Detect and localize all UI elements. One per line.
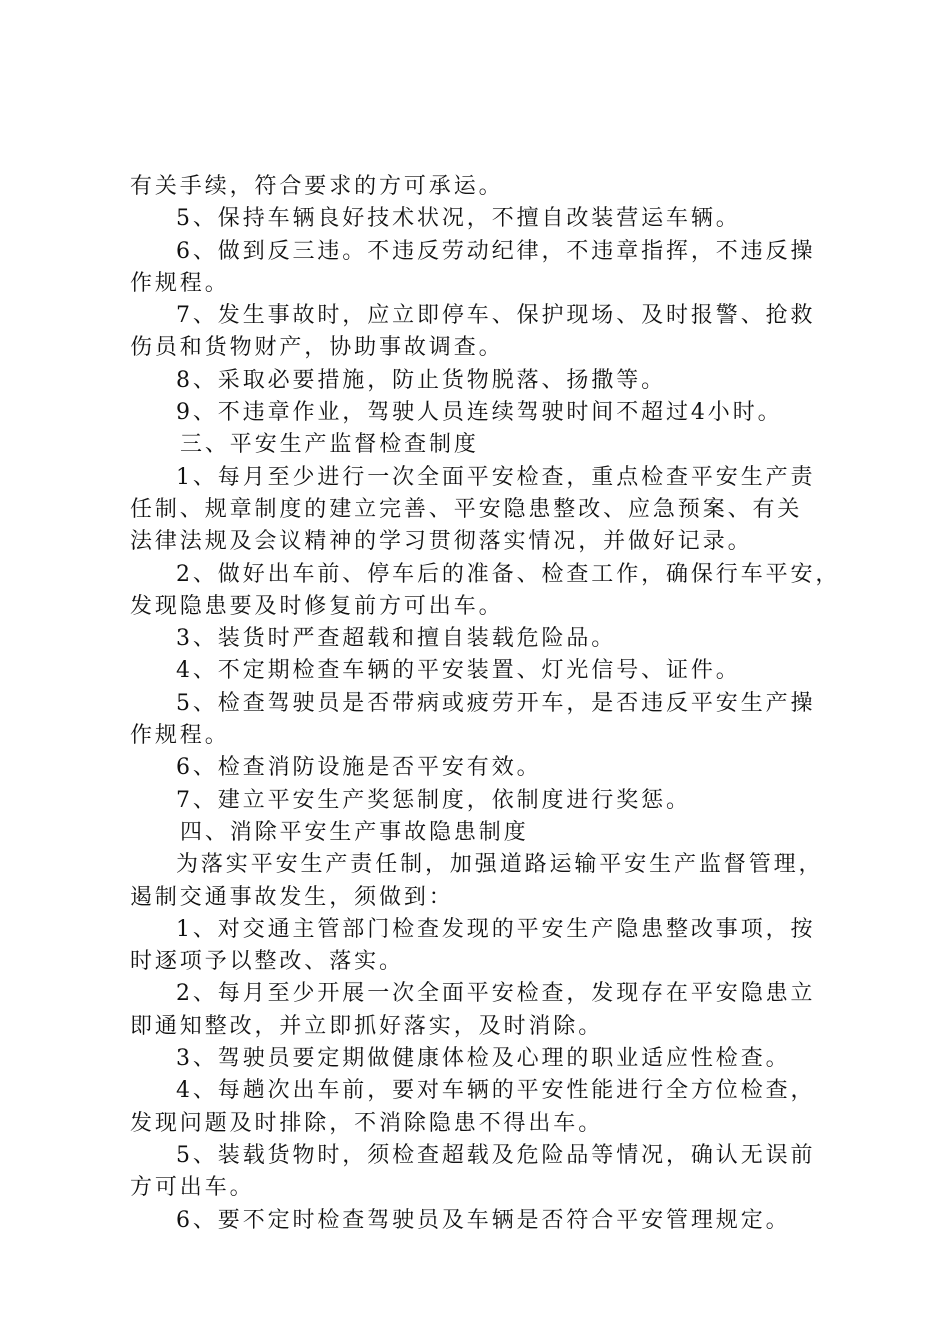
text-line: 作规程。 (130, 723, 230, 749)
text-line: 任制、规章制度的建立完善、平安隐患整改、应急预案、有关 (130, 496, 803, 522)
text-line: 8、采取必要措施，防止货物脱落、扬撒等。 (176, 367, 666, 393)
text-line: 有关手续，符合要求的方可承运。 (130, 174, 504, 199)
text-line: 作规程。 (130, 270, 230, 296)
section-heading: 三、平安生产监督检查制度 (180, 432, 479, 458)
text-line: 方可出车。 (130, 1175, 255, 1201)
text-line: 时逐项予以整改、落实。 (130, 949, 404, 975)
text-line: 5、保持车辆良好技术状况，不擅自改装营运车辆。 (176, 206, 741, 232)
text-line: 5、装载货物时，须检查超载及危险品等情况，确认无误前 (176, 1142, 816, 1168)
text-line: 发现问题及时排除，不消除隐患不得出车。 (130, 1110, 604, 1136)
section-heading: 四、消除平安生产事故隐患制度 (180, 819, 529, 845)
text-line: 4、每趟次出车前，要对车辆的平安性能进行全方位检查， (176, 1078, 816, 1104)
text-line: 2、每月至少开展一次全面平安检查，发现存在平安隐患立 (176, 981, 816, 1007)
text-line: 3、驾驶员要定期做健康体检及心理的职业适应性检查。 (176, 1046, 791, 1072)
text-line: 3、装货时严查超载和擅自装载危险品。 (176, 626, 617, 652)
text-line: 1、对交通主管部门检查发现的平安生产隐患整改事项，按 (176, 916, 816, 942)
text-line: 9、不违章作业，驾驶人员连续驾驶时间不超过4小时。 (176, 400, 783, 426)
document-body (130, 171, 841, 1237)
text-line: 即通知整改，并立即抓好落实，及时消除。 (130, 1013, 604, 1039)
text-line: 2、做好出车前、停车后的准备、检查工作，确保行车平安， (176, 561, 841, 587)
text-line: 5、检查驾驶员是否带病或疲劳开车，是否违反平安生产操 (176, 690, 816, 716)
text-line: 6、做到反三违。不违反劳动纪律，不违章指挥，不违反操 (176, 238, 816, 264)
text-line: 4、不定期检查车辆的平安装置、灯光信号、证件。 (176, 658, 741, 684)
text-line: 1、每月至少进行一次全面平安检查，重点检查平安生产责 (176, 464, 816, 490)
text-line: 发现隐患要及时修复前方可出车。 (130, 593, 504, 619)
text-line: 伤员和货物财产，协助事故调查。 (130, 335, 504, 361)
text-line: 7、发生事故时，应立即停车、保护现场、及时报警、抢救 (176, 303, 816, 329)
text-line: 6、要不定时检查驾驶员及车辆是否符合平安管理规定。 (176, 1207, 791, 1233)
text-line: 遏制交通事故发生，须做到： (130, 884, 454, 910)
text-line: 法律法规及会议精神的学习贯彻落实情况，并做好记录。 (130, 529, 753, 555)
text-line: 7、建立平安生产奖惩制度，依制度进行奖惩。 (176, 787, 691, 813)
text-line: 6、检查消防设施是否平安有效。 (176, 755, 542, 781)
text-line: 为落实平安生产责任制，加强道路运输平安生产监督管理， (176, 852, 824, 878)
